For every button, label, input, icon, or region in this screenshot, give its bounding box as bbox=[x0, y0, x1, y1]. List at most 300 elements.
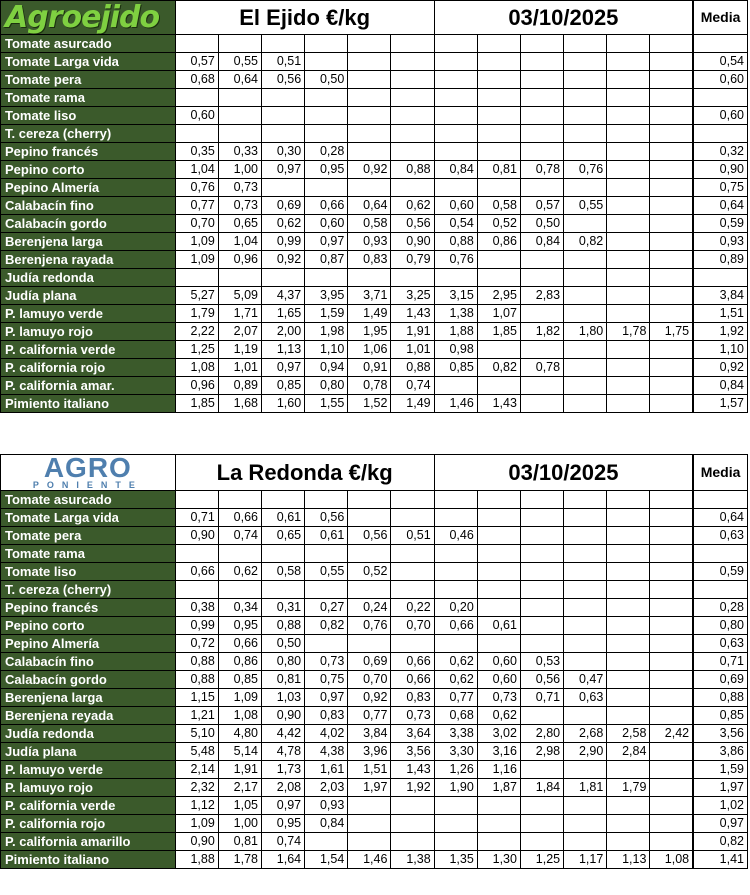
price-cell: 0,64 bbox=[218, 71, 261, 89]
price-cell bbox=[650, 35, 693, 53]
price-cell: 1,59 bbox=[305, 305, 348, 323]
price-cell: 0,76 bbox=[348, 617, 391, 635]
price-cell bbox=[520, 545, 563, 563]
price-cell: 1,25 bbox=[175, 341, 218, 359]
product-name: T. cereza (cherry) bbox=[1, 581, 176, 599]
average-price-cell bbox=[693, 581, 747, 599]
price-cell bbox=[564, 635, 607, 653]
price-cell bbox=[477, 377, 520, 395]
product-name: Tomate pera bbox=[1, 527, 176, 545]
price-cell bbox=[607, 341, 650, 359]
price-cell bbox=[607, 509, 650, 527]
average-price-cell: 0,28 bbox=[693, 599, 747, 617]
price-cell: 0,68 bbox=[175, 71, 218, 89]
price-cell: 1,98 bbox=[305, 323, 348, 341]
average-price-cell: 0,64 bbox=[693, 509, 747, 527]
price-cell: 2,98 bbox=[520, 743, 563, 761]
price-cell bbox=[607, 707, 650, 725]
price-cell: 2,08 bbox=[261, 779, 304, 797]
table-row bbox=[1, 545, 748, 563]
price-cell bbox=[650, 671, 693, 689]
price-cell bbox=[607, 305, 650, 323]
price-cell: 0,60 bbox=[477, 671, 520, 689]
price-cell bbox=[175, 89, 218, 107]
price-cell bbox=[650, 599, 693, 617]
price-cell: 0,62 bbox=[434, 671, 477, 689]
price-cell: 2,17 bbox=[218, 779, 261, 797]
table-row bbox=[1, 53, 748, 71]
price-cell bbox=[650, 305, 693, 323]
price-cell: 2,22 bbox=[175, 323, 218, 341]
price-cell bbox=[477, 545, 520, 563]
price-cell bbox=[262, 89, 305, 107]
price-cell: 0,85 bbox=[218, 671, 261, 689]
table-row bbox=[1, 35, 748, 53]
price-cell: 0,88 bbox=[175, 653, 218, 671]
price-cell: 0,91 bbox=[348, 359, 391, 377]
product-name: Calabacín gordo bbox=[1, 671, 176, 689]
price-cell bbox=[520, 251, 563, 269]
price-cell bbox=[520, 395, 563, 413]
price-cell: 0,73 bbox=[218, 197, 261, 215]
price-cell: 0,30 bbox=[262, 143, 305, 161]
agroejido-logo: Agroejido bbox=[5, 0, 160, 35]
price-cell: 3,64 bbox=[391, 725, 434, 743]
price-cell: 1,87 bbox=[477, 779, 520, 797]
price-cell: 2,95 bbox=[477, 287, 520, 305]
price-cell: 1,43 bbox=[391, 305, 434, 323]
price-cell: 0,81 bbox=[261, 671, 304, 689]
price-cell bbox=[305, 89, 348, 107]
price-cell bbox=[650, 233, 693, 251]
price-cell: 0,83 bbox=[305, 707, 348, 725]
price-cell: 3,71 bbox=[348, 287, 391, 305]
price-cell bbox=[434, 269, 477, 287]
price-cell bbox=[650, 197, 693, 215]
price-cell bbox=[305, 53, 348, 71]
product-name: Tomate asurcado bbox=[1, 491, 176, 509]
price-cell: 0,54 bbox=[434, 215, 477, 233]
price-cell bbox=[391, 269, 434, 287]
table-header-row bbox=[1, 455, 748, 491]
price-cell: 0,61 bbox=[261, 509, 304, 527]
price-cell: 0,95 bbox=[261, 815, 304, 833]
table-row bbox=[1, 527, 748, 545]
price-cell bbox=[564, 89, 607, 107]
price-cell: 0,74 bbox=[218, 527, 261, 545]
price-cell: 0,82 bbox=[305, 617, 348, 635]
price-cell bbox=[650, 107, 693, 125]
price-cell: 0,83 bbox=[348, 251, 391, 269]
price-cell: 1,46 bbox=[348, 851, 391, 869]
table-row bbox=[1, 599, 748, 617]
product-name: Pepino Almería bbox=[1, 635, 176, 653]
table-row bbox=[1, 581, 748, 599]
price-cell bbox=[520, 269, 563, 287]
price-cell: 0,35 bbox=[175, 143, 218, 161]
table-row bbox=[1, 761, 748, 779]
price-cell: 1,03 bbox=[261, 689, 304, 707]
price-cell bbox=[434, 563, 477, 581]
price-cell: 0,66 bbox=[175, 563, 218, 581]
table-row bbox=[1, 779, 748, 797]
price-cell: 0,61 bbox=[305, 527, 348, 545]
price-cell bbox=[650, 635, 693, 653]
price-cell bbox=[520, 125, 563, 143]
price-cell: 1,91 bbox=[391, 323, 434, 341]
price-cell: 1,13 bbox=[262, 341, 305, 359]
price-cell bbox=[520, 563, 563, 581]
price-cell bbox=[650, 797, 693, 815]
price-cell: 0,96 bbox=[175, 377, 218, 395]
price-cell: 0,90 bbox=[261, 707, 304, 725]
price-cell bbox=[607, 527, 650, 545]
price-cell bbox=[607, 377, 650, 395]
product-name: Pepino corto bbox=[1, 617, 176, 635]
average-price-cell: 0,75 bbox=[693, 179, 747, 197]
price-cell bbox=[564, 53, 607, 71]
price-cell: 0,96 bbox=[218, 251, 261, 269]
price-cell: 0,66 bbox=[434, 617, 477, 635]
price-cell: 0,28 bbox=[305, 143, 348, 161]
price-cell bbox=[607, 125, 650, 143]
price-cell bbox=[477, 527, 520, 545]
price-cell bbox=[305, 581, 348, 599]
price-cell: 1,88 bbox=[434, 323, 477, 341]
price-cell: 3,16 bbox=[477, 743, 520, 761]
price-cell bbox=[650, 491, 693, 509]
price-cell: 0,56 bbox=[520, 671, 563, 689]
price-cell bbox=[564, 563, 607, 581]
price-cell: 0,50 bbox=[261, 635, 304, 653]
average-price-cell: 0,69 bbox=[693, 671, 747, 689]
price-cell: 1,80 bbox=[564, 323, 607, 341]
price-cell bbox=[520, 599, 563, 617]
price-cell bbox=[650, 377, 693, 395]
product-name: Tomate liso bbox=[1, 107, 176, 125]
price-cell: 1,21 bbox=[175, 707, 218, 725]
price-cell: 0,66 bbox=[218, 635, 261, 653]
price-cell bbox=[564, 341, 607, 359]
price-cell: 0,66 bbox=[305, 197, 348, 215]
price-cell: 0,62 bbox=[391, 197, 434, 215]
price-cell: 0,57 bbox=[520, 197, 563, 215]
price-cell: 1,73 bbox=[261, 761, 304, 779]
price-cell bbox=[650, 287, 693, 305]
price-cell bbox=[607, 689, 650, 707]
product-name: P. california amar. bbox=[1, 377, 176, 395]
price-cell bbox=[175, 269, 218, 287]
price-cell bbox=[434, 815, 477, 833]
price-cell: 0,82 bbox=[477, 359, 520, 377]
price-cell: 3,96 bbox=[348, 743, 391, 761]
table-row bbox=[1, 671, 748, 689]
table-row bbox=[1, 635, 748, 653]
price-cell bbox=[650, 509, 693, 527]
price-cell bbox=[650, 581, 693, 599]
price-cell: 0,97 bbox=[305, 689, 348, 707]
table-row bbox=[1, 359, 748, 377]
price-cell bbox=[607, 599, 650, 617]
price-cell: 4,42 bbox=[261, 725, 304, 743]
price-cell: 2,42 bbox=[650, 725, 693, 743]
price-cell bbox=[650, 527, 693, 545]
price-cell: 3,02 bbox=[477, 725, 520, 743]
table-row bbox=[1, 71, 748, 89]
product-name: Tomate asurcado bbox=[1, 35, 176, 53]
price-cell: 0,94 bbox=[305, 359, 348, 377]
price-cell bbox=[564, 251, 607, 269]
price-cell bbox=[218, 125, 261, 143]
price-cell: 2,83 bbox=[520, 287, 563, 305]
price-cell bbox=[650, 71, 693, 89]
price-cell bbox=[520, 89, 563, 107]
price-cell bbox=[650, 53, 693, 71]
price-cell bbox=[520, 833, 563, 851]
table-row bbox=[1, 125, 748, 143]
price-cell: 0,68 bbox=[434, 707, 477, 725]
price-cell bbox=[564, 287, 607, 305]
average-price-cell: 0,97 bbox=[693, 815, 747, 833]
price-cell: 3,25 bbox=[391, 287, 434, 305]
price-cell bbox=[650, 761, 693, 779]
price-cell bbox=[607, 269, 650, 287]
average-price-cell: 0,54 bbox=[693, 53, 747, 71]
table-row bbox=[1, 815, 748, 833]
price-cell: 1,35 bbox=[434, 851, 477, 869]
product-name: Pepino Almería bbox=[1, 179, 176, 197]
price-cell bbox=[434, 491, 477, 509]
price-cell: 0,58 bbox=[261, 563, 304, 581]
product-name: Pepino francés bbox=[1, 599, 176, 617]
price-cell: 5,14 bbox=[218, 743, 261, 761]
price-cell: 1,07 bbox=[477, 305, 520, 323]
table-row bbox=[1, 305, 748, 323]
price-cell bbox=[348, 143, 391, 161]
price-cell: 1,92 bbox=[391, 779, 434, 797]
price-cell: 0,62 bbox=[434, 653, 477, 671]
price-cell: 0,84 bbox=[434, 161, 477, 179]
table-row bbox=[1, 161, 748, 179]
price-cell bbox=[564, 107, 607, 125]
price-cell: 0,70 bbox=[348, 671, 391, 689]
el-ejido-price-table bbox=[0, 0, 748, 413]
price-cell bbox=[520, 377, 563, 395]
price-cell bbox=[564, 509, 607, 527]
price-cell: 1,91 bbox=[218, 761, 261, 779]
price-cell bbox=[348, 797, 391, 815]
price-cell bbox=[650, 269, 693, 287]
price-cell: 1,08 bbox=[218, 707, 261, 725]
average-price-cell: 0,63 bbox=[693, 527, 747, 545]
price-cell bbox=[564, 269, 607, 287]
price-cell bbox=[391, 563, 434, 581]
price-cell bbox=[477, 833, 520, 851]
price-cell bbox=[218, 545, 261, 563]
table-row bbox=[1, 707, 748, 725]
average-price-cell bbox=[693, 89, 747, 107]
el-ejido-price-table-block bbox=[0, 0, 750, 413]
price-cell: 0,90 bbox=[175, 527, 218, 545]
product-name: Calabacín gordo bbox=[1, 215, 176, 233]
price-cell: 0,99 bbox=[175, 617, 218, 635]
price-cell bbox=[305, 35, 348, 53]
price-cell: 0,78 bbox=[520, 161, 563, 179]
price-cell bbox=[305, 491, 348, 509]
price-cell bbox=[564, 359, 607, 377]
price-cell bbox=[607, 233, 650, 251]
media-column-header: Media bbox=[693, 1, 747, 35]
price-cell: 0,76 bbox=[564, 161, 607, 179]
logo-subtext: PONIENTE bbox=[32, 480, 143, 490]
price-cell: 4,38 bbox=[305, 743, 348, 761]
price-cell: 0,65 bbox=[261, 527, 304, 545]
price-cell bbox=[434, 143, 477, 161]
price-cell bbox=[391, 125, 434, 143]
product-name: Pepino corto bbox=[1, 161, 176, 179]
price-cell bbox=[607, 797, 650, 815]
product-name: T. cereza (cherry) bbox=[1, 125, 176, 143]
price-cell bbox=[477, 53, 520, 71]
price-cell bbox=[391, 491, 434, 509]
price-cell bbox=[434, 635, 477, 653]
price-cell bbox=[650, 563, 693, 581]
product-name: Tomate Larga vida bbox=[1, 509, 176, 527]
price-cell bbox=[607, 395, 650, 413]
price-cell: 2,80 bbox=[520, 725, 563, 743]
price-cell bbox=[607, 89, 650, 107]
average-price-cell: 0,32 bbox=[693, 143, 747, 161]
price-cell bbox=[262, 179, 305, 197]
price-cell: 0,86 bbox=[477, 233, 520, 251]
price-cell: 0,78 bbox=[348, 377, 391, 395]
price-cell: 3,56 bbox=[391, 743, 434, 761]
la-redonda-price-table bbox=[0, 454, 748, 869]
price-cell: 1,79 bbox=[607, 779, 650, 797]
price-cell bbox=[520, 71, 563, 89]
price-cell: 4,37 bbox=[262, 287, 305, 305]
price-cell bbox=[391, 71, 434, 89]
price-cell bbox=[564, 395, 607, 413]
price-cell bbox=[434, 545, 477, 563]
price-cell: 0,74 bbox=[261, 833, 304, 851]
price-cell: 5,09 bbox=[218, 287, 261, 305]
average-price-cell: 0,92 bbox=[693, 359, 747, 377]
price-cell bbox=[477, 581, 520, 599]
price-cell: 0,70 bbox=[391, 617, 434, 635]
price-cell: 1,38 bbox=[434, 305, 477, 323]
price-cell: 1,71 bbox=[218, 305, 261, 323]
price-cell: 0,55 bbox=[218, 53, 261, 71]
price-cell bbox=[305, 179, 348, 197]
price-cell bbox=[564, 599, 607, 617]
logo-wordmark: AGRO bbox=[43, 454, 132, 483]
price-cell bbox=[391, 179, 434, 197]
price-cell bbox=[434, 797, 477, 815]
average-price-cell: 0,63 bbox=[693, 635, 747, 653]
price-cell: 0,70 bbox=[175, 215, 218, 233]
price-cell bbox=[564, 617, 607, 635]
product-name: Tomate liso bbox=[1, 563, 176, 581]
product-name: Berenjena rayada bbox=[1, 251, 176, 269]
price-cell: 3,95 bbox=[305, 287, 348, 305]
price-cell: 0,50 bbox=[520, 215, 563, 233]
price-cell: 0,27 bbox=[305, 599, 348, 617]
price-cell bbox=[348, 269, 391, 287]
average-price-cell bbox=[693, 125, 747, 143]
price-cell: 1,82 bbox=[520, 323, 563, 341]
agroponiente-logo bbox=[1, 455, 175, 490]
price-cell bbox=[391, 143, 434, 161]
product-name: P. lamuyo verde bbox=[1, 305, 176, 323]
price-cell: 0,63 bbox=[564, 689, 607, 707]
price-cell: 1,46 bbox=[434, 395, 477, 413]
price-cell bbox=[520, 761, 563, 779]
average-price-cell: 0,82 bbox=[693, 833, 747, 851]
product-name: P. california verde bbox=[1, 797, 176, 815]
price-cell bbox=[520, 581, 563, 599]
price-cell: 0,62 bbox=[218, 563, 261, 581]
price-cell: 0,33 bbox=[218, 143, 261, 161]
price-cell: 2,14 bbox=[175, 761, 218, 779]
price-cell bbox=[520, 815, 563, 833]
price-cell bbox=[477, 509, 520, 527]
price-cell bbox=[434, 71, 477, 89]
table-row bbox=[1, 563, 748, 581]
price-cell: 0,66 bbox=[218, 509, 261, 527]
price-cell: 0,51 bbox=[262, 53, 305, 71]
price-cell bbox=[520, 707, 563, 725]
price-cell: 0,52 bbox=[477, 215, 520, 233]
price-cell: 0,78 bbox=[520, 359, 563, 377]
table-row bbox=[1, 377, 748, 395]
price-cell bbox=[650, 779, 693, 797]
price-cell bbox=[305, 635, 348, 653]
product-name: Berenjena reyada bbox=[1, 707, 176, 725]
price-cell: 1,78 bbox=[218, 851, 261, 869]
price-cell: 0,47 bbox=[564, 671, 607, 689]
price-cell: 0,88 bbox=[175, 671, 218, 689]
price-cell: 1,09 bbox=[218, 689, 261, 707]
price-cell bbox=[520, 305, 563, 323]
price-cell bbox=[348, 491, 391, 509]
price-cell: 0,98 bbox=[434, 341, 477, 359]
table-row bbox=[1, 341, 748, 359]
table-row bbox=[1, 233, 748, 251]
price-cell: 1,08 bbox=[650, 851, 693, 869]
product-name: Tomate pera bbox=[1, 71, 176, 89]
price-cell bbox=[477, 107, 520, 125]
price-cell: 0,57 bbox=[175, 53, 218, 71]
product-name: Judía redonda bbox=[1, 725, 176, 743]
price-cell bbox=[564, 179, 607, 197]
price-cell: 1,26 bbox=[434, 761, 477, 779]
price-cell bbox=[434, 581, 477, 599]
product-name: Calabacín fino bbox=[1, 197, 176, 215]
price-cell: 0,56 bbox=[262, 71, 305, 89]
price-cell bbox=[477, 71, 520, 89]
price-cell bbox=[434, 107, 477, 125]
product-name: P. lamuyo rojo bbox=[1, 323, 176, 341]
price-cell bbox=[477, 797, 520, 815]
price-cell: 0,88 bbox=[391, 359, 434, 377]
logo-cell bbox=[1, 1, 176, 35]
price-cell bbox=[650, 161, 693, 179]
table-row bbox=[1, 689, 748, 707]
price-cell: 0,71 bbox=[175, 509, 218, 527]
price-cell bbox=[434, 53, 477, 71]
price-cell: 0,85 bbox=[262, 377, 305, 395]
